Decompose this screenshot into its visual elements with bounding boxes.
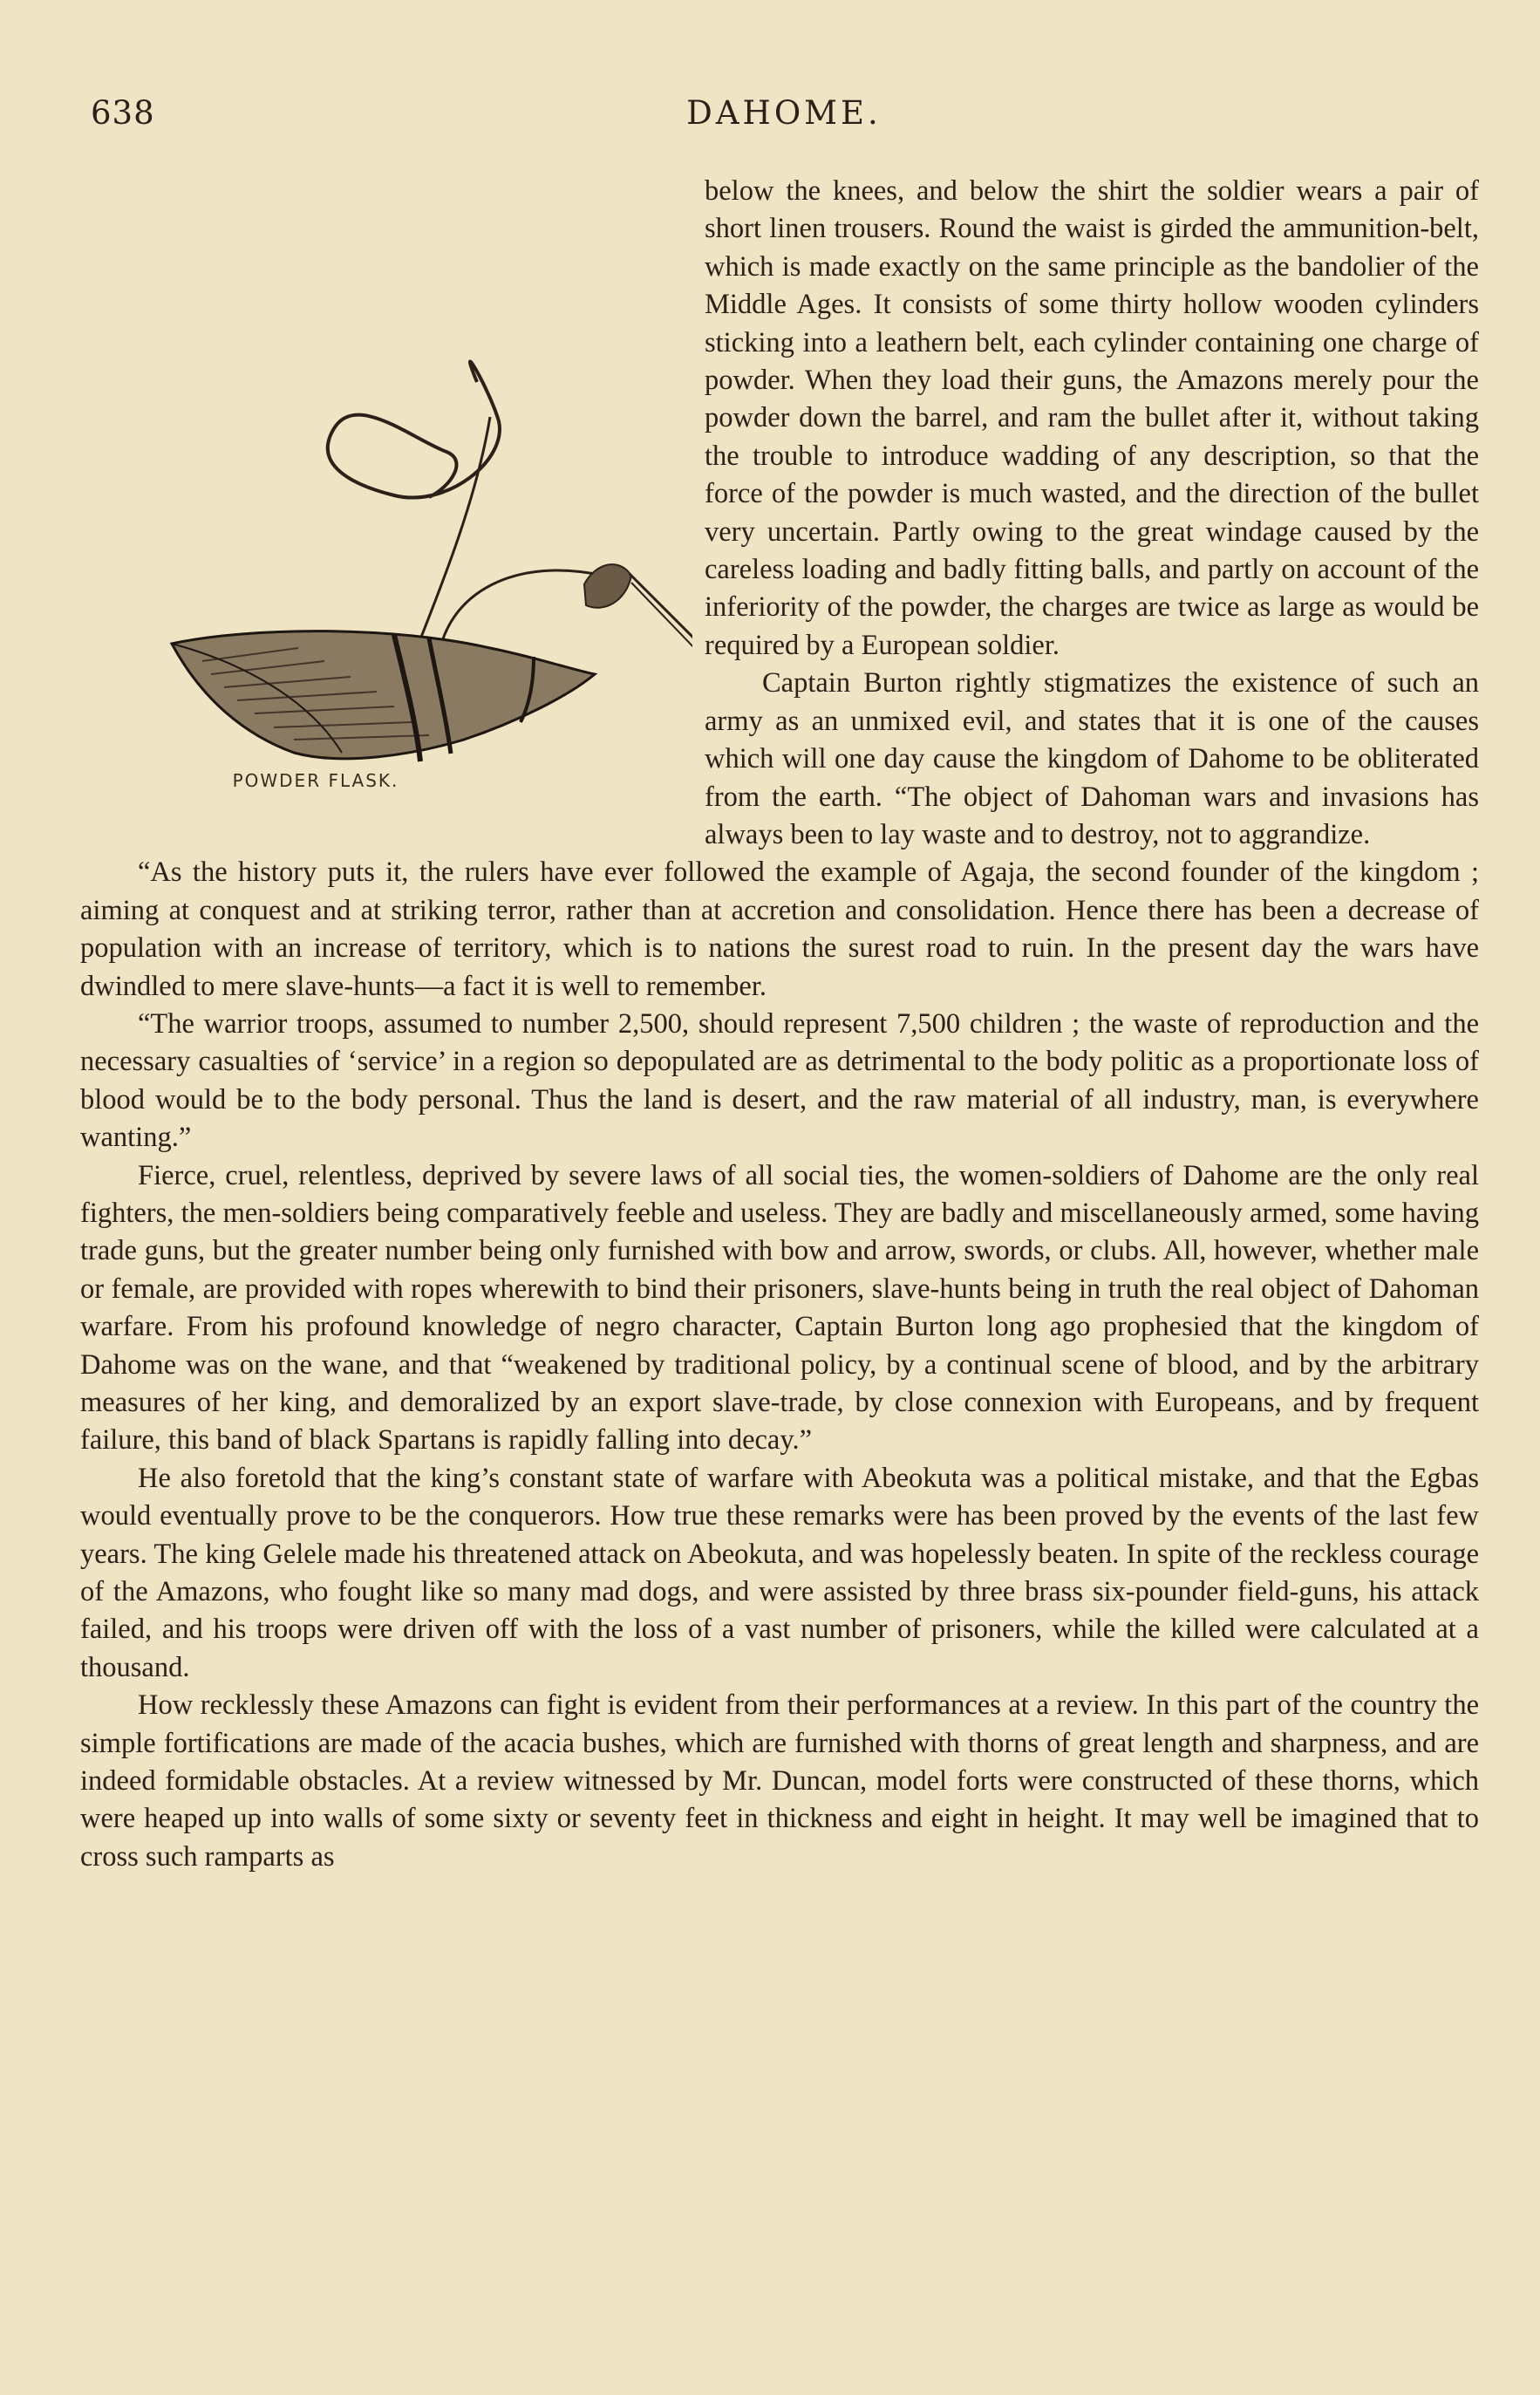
running-title: DAHOME. [686,94,882,132]
paragraph: How recklessly these Amazons can fight is evident from their performances at a review. In this part of the country the simple fortifications are made of the acacia bushes, which are furnished with thorns of great length and sharpness, and are indeed formidable obstacles. At a review witnessed by Mr. Duncan, model forts were constructed of these thorns, which were heaped up into walls of some sixty or seventy feet in thickness and eight in height. It may well be imagined that to cross such ramparts as [80,1689,1479,1873]
paragraph: Captain Burton rightly stigmatizes the existence of such an army as an unmixed evil, and states that it is one of the causes which will one day cause the kingdom of Dahome to be obliterated from the earth. “The object of Dahoman wars and invasions has always been to lay waste and to destroy, not to aggrandize. [705,667,1479,850]
figure-caption: POWDER FLASK. [232,770,399,791]
paragraph: “The warrior troops, assumed to number 2,500, should represent 7,500 children ; the waste of reproduction and the necessary casualties of ‘service’ in a region so depopulated are as detrimental to the body politic as a proportionate loss of blood would be to the body personal. Thus the land is desert, and the raw material of all industry, man, is everywhere wanting.” [80,1007,1479,1154]
paragraph: Fierce, cruel, relentless, deprived by severe laws of all social ties, the women-soldiers of Dahome are the only real fighters, the men-soldiers being comparatively feeble and useless. They are badly and miscellaneously armed, some having trade guns, but the greater number being only furnished with bow and arrow, swords, or clubs. All, however, whether male or female, are provided with ropes wherewith to bind their prisoners, slave-hunts being in truth the real object of Dahoman warfare. From his profound knowledge of negro character, Captain Burton long ago prophesied that the kingdom of Dahome was on the wane, and that “weakened by traditional policy, by a continual scene of blood, and by the arbitrary measures of her king, and demoralized by an export slave-trade, by close connexion with Europeans, and by frequent failure, this band of black Spartans is rapidly falling into decay.” [80,1159,1479,1457]
paragraph: “As the history puts it, the rulers have ever followed the example of Agaja, the second founder of the kingdom ; aiming at conquest and at striking terror, rather than at accretion and consolidation. Hence there has been a decrease of population with an increase of territory, which is to nations the surest road to ruin. In the present day the wars have dwindled to mere slave-hunts—a fact it is well to remember. [80,856,1479,1002]
paragraph: He also foretold that the king’s constant state of warfare with Abeokuta was a political mistake, and that the Egbas would eventually prove to be the conquerors. How true these remarks were has been proved by the events of the last few years. The king Gelele made his threatened attack on Abeokuta, and was hopelessly beaten. In spite of the reckless courage of the Amazons, who fought like so many mad dogs, and were assisted by three brass six-pounder field-guns, his attack failed, and his troops were driven off with the loss of a vast number of prisoners, while the killed were calculated at a thousand. [80,1462,1479,1683]
powder-flask-illustration [80,173,692,831]
figure-powder-flask [80,173,692,831]
page-header [91,94,1477,147]
body-text [80,173,1479,1876]
paragraph-text: below the knees, and below the shirt the soldier wears a pair of short linen trousers. Round the waist is girded the ammunition-belt, which is made exactly on the same principle as the bandolier of the Middle Ages. It consists of some thirty hollow wooden cylinders sticking into a leathern belt, each cylinder containing one charge of powder. When they load their guns, the Amazons merely pour the powder down the barrel, and ram the bullet after it, without taking the trouble to introduce wadding of any description, so that the force of the powder is much wasted, and the direction of the bullet very uncertain. Partly owing to the great windage caused by the careless loading and badly fitting balls, and partly on account of the inferiority of the powder, the charges are twice as large as would be required by a European soldier. [705,175,1479,661]
page-number: 638 [91,94,155,132]
